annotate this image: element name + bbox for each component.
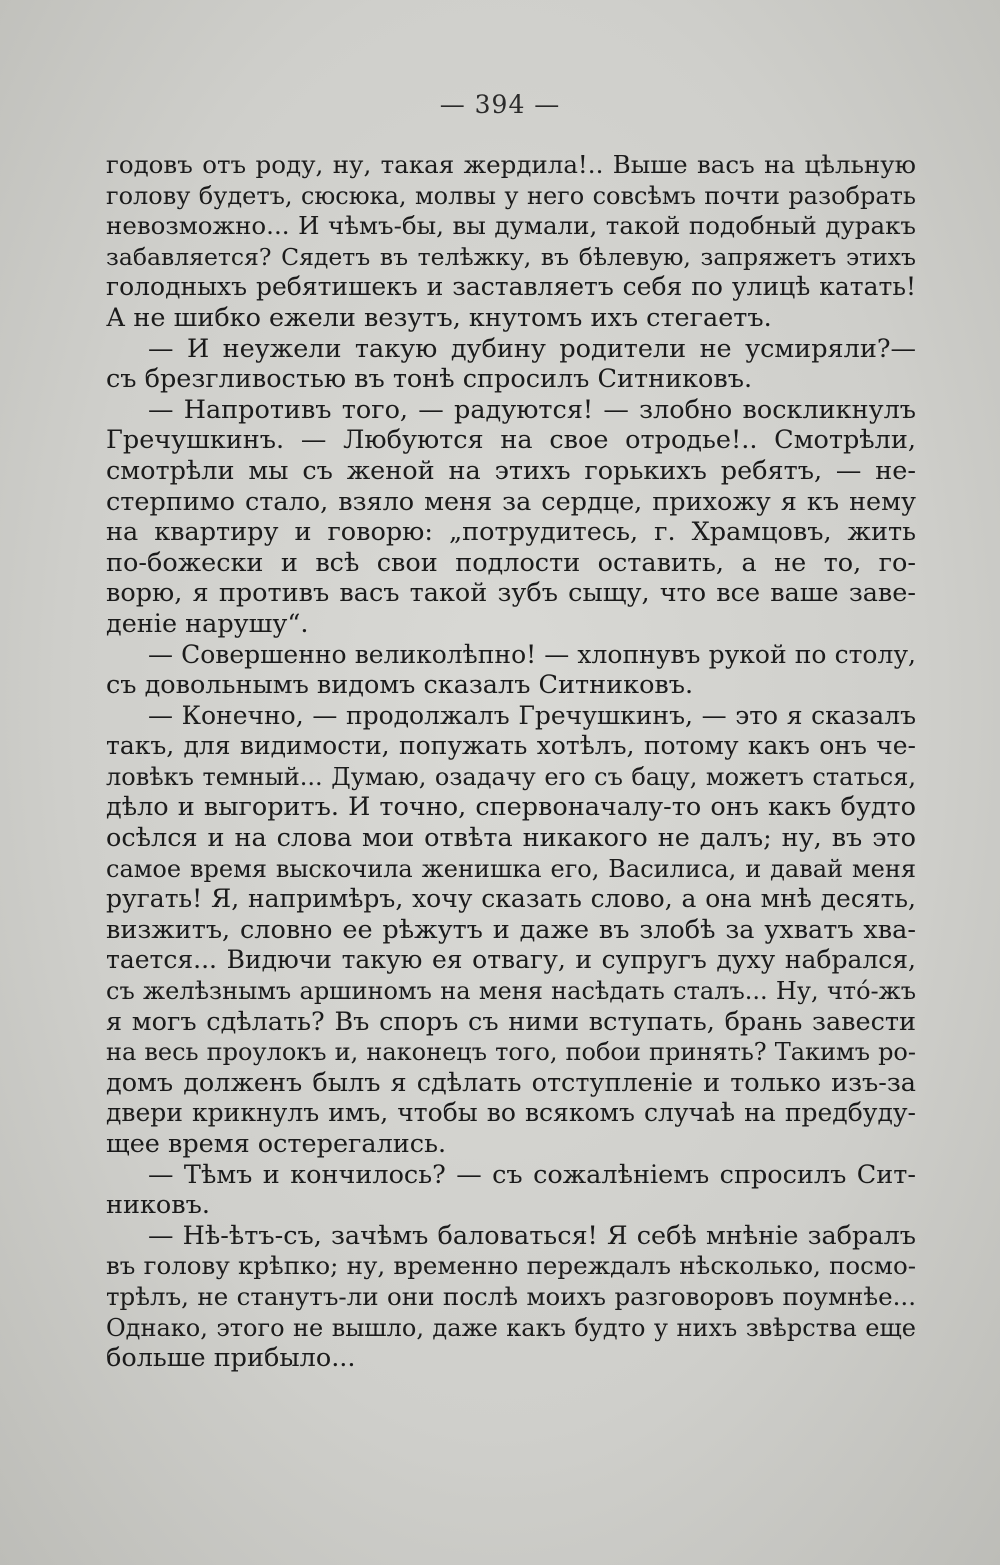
text-line: по-божески и всѣ свои подлости оставить, а не то, го- (106, 547, 916, 578)
text-line: — Совершенно великолѣпно! — хлопнувъ рукой по столу, (148, 639, 916, 669)
text-line: годовъ отъ роду, ну, такая жердила!.. Выше васъ на цѣльную (106, 150, 916, 179)
text-line: голову будетъ, сюсюка, молвы у него совсѣмъ почти разобрать (106, 181, 916, 210)
text-line: я могъ сдѣлать? Въ споръ съ ними вступать, брань завести (106, 1006, 916, 1037)
text-line: осѣлся и на слова мои отвѣта никакого не далъ; ну, въ это (106, 823, 916, 854)
text-line: ловѣкъ темный... Думаю, озадачу его съ бацу, можетъ статься, (106, 762, 916, 791)
body-text (106, 150, 916, 1374)
text-line: — Конечно, — продолжалъ Гречушкинъ, — это я сказалъ (148, 700, 916, 730)
text-line: больше прибыло... (106, 1343, 356, 1374)
text-line: съ довольнымъ видомъ сказалъ Ситниковъ. (106, 670, 694, 701)
text-line: щее время остерегались. (106, 1129, 447, 1159)
text-line: забавляется? Сядетъ въ телѣжку, въ бѣлевую, запряжетъ этихъ (106, 242, 916, 271)
text-line: двери крикнулъ имъ, чтобы во всякомъ случаѣ на предбуду- (106, 1098, 916, 1128)
text-line: домъ долженъ былъ я сдѣлать отступленіе и только изъ-за (106, 1067, 916, 1098)
text-line: голодныхъ ребятишекъ и заставляетъ себя по улицѣ катать! (106, 272, 916, 302)
text-line: ругать! Я, напримѣръ, хочу сказать слово, а она мнѣ десять, (106, 884, 916, 914)
text-line: съ брезгливостью въ тонѣ спросилъ Ситниковъ. (106, 364, 753, 395)
text-line: въ голову крѣпко; ну, временно переждалъ нѣсколько, посмо- (106, 1251, 916, 1281)
text-line: — И неужели такую дубину родители не усмиряли?— (148, 333, 916, 364)
text-line: стерпимо стало, взяло меня за сердце, прихожу я къ нему (106, 486, 916, 517)
text-line: ворю, я противъ васъ такой зубъ сыщу, что все ваше заве- (106, 578, 916, 609)
text-line: Однако, этого не вышло, даже какъ будто у нихъ звѣрства еще (106, 1313, 916, 1342)
text-line: съ желѣзнымъ аршиномъ на меня насѣдать сталъ... Ну, чтó-жъ (106, 977, 916, 1006)
text-line: на квартиру и говорю: „потрудитесь, г. Храмцовъ, жить (106, 517, 916, 548)
text-line: А не шибко ежели везутъ, кнутомъ ихъ стегаетъ. (106, 302, 772, 333)
text-line: — Нѣ-ѣтъ-съ, зачѣмъ баловаться! Я себѣ мнѣніе забралъ (148, 1220, 916, 1251)
text-line: визжитъ, словно ее рѣжутъ и даже въ злобѣ за ухватъ хва- (106, 914, 916, 945)
text-line: невозможно... И чѣмъ-бы, вы думали, такой подобный дуракъ (106, 211, 916, 241)
text-line: смотрѣли мы съ женой на этихъ горькихъ ребятъ, — не- (106, 455, 916, 486)
text-line: такъ, для видимости, попужать хотѣлъ, потому какъ онъ че- (106, 731, 916, 761)
text-line: самое время выскочила женишка его, Василиса, и давай меня (106, 854, 916, 883)
page-number: — 394 — (439, 90, 561, 119)
text-line: деніе нарушу“. (106, 608, 309, 639)
text-line: Гречушкинъ. — Любуются на свое отродье!.. Смотрѣли, (106, 425, 916, 456)
text-line: тается... Видючи такую ея отвагу, и супругъ духу набрался, (106, 945, 916, 975)
text-line: на весь проулокъ и, наконецъ того, побои принять? Такимъ ро- (106, 1038, 916, 1067)
text-line: никовъ. (106, 1190, 210, 1221)
text-line: трѣлъ, не станутъ-ли они послѣ моихъ разговоровъ поумнѣе... (106, 1281, 916, 1311)
text-line: дѣло и выгоритъ. И точно, спервоначалу-то онъ какъ будто (106, 792, 916, 823)
text-line: — Напротивъ того, — радуются! — злобно воскликнулъ (148, 394, 916, 425)
text-line: — Тѣмъ и кончилось? — съ сожалѣніемъ спросилъ Сит- (148, 1159, 916, 1190)
